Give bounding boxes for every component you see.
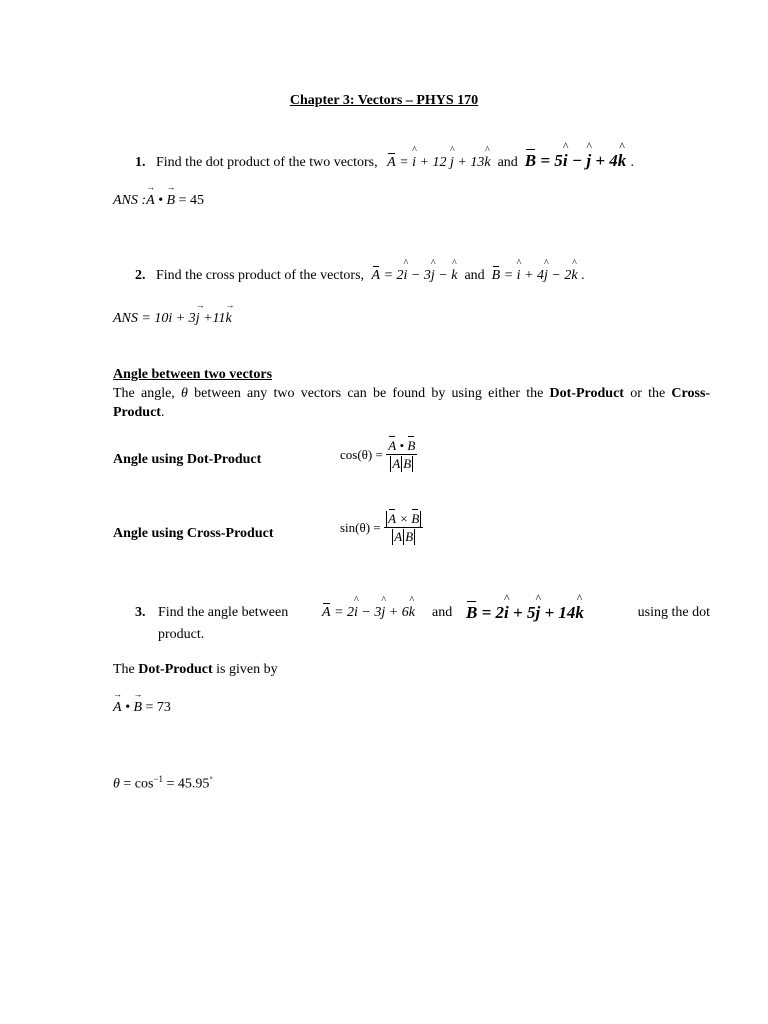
intro-pre: The angle, bbox=[113, 386, 175, 401]
question-text: Find the angle between bbox=[158, 605, 289, 620]
question-number: 1. bbox=[135, 155, 146, 170]
question-2: 2. Find the cross product of the vectors, A = 2^ i − 3^ j − ^ k and B = ^ i + 4^ j − 2^ k . bbox=[135, 268, 585, 284]
using-text: using the dot bbox=[637, 605, 710, 620]
solution-post: is given by bbox=[216, 662, 278, 677]
question-1: 1. Find the dot product of the two vectors, A = ^ i + 12 ^ j + 13^ k and B = 5^ i − ^ j + 4^ k . bbox=[135, 151, 634, 171]
solution-pre: The bbox=[113, 662, 135, 677]
cross-fraction: $\frac{A \times B}{\text{A B}}$ bbox=[384, 511, 423, 545]
and-word: and bbox=[464, 268, 485, 283]
section-intro bbox=[113, 384, 710, 422]
cos-lhs: cos(θ) = bbox=[340, 447, 383, 462]
dot-result: → A • → B = 73 bbox=[113, 700, 171, 716]
vector-a-expression: A = 2^ i − 3^ j − ^ k bbox=[372, 268, 461, 283]
question-3 bbox=[135, 605, 710, 621]
dot-formula bbox=[340, 438, 417, 472]
dot-product-term: Dot-Product bbox=[549, 386, 624, 401]
question-number: 2. bbox=[135, 268, 146, 283]
question-number: 3. bbox=[135, 605, 146, 620]
dot-formula-label: Angle using Dot-Product bbox=[113, 452, 262, 467]
answer-1: ANS :→ A • → B = 45 bbox=[113, 193, 204, 209]
and-word: and bbox=[497, 155, 518, 170]
intro-mid: between any two vectors can be found by using either the bbox=[194, 386, 544, 401]
cross-product-term: Cross-Product bbox=[113, 386, 711, 420]
cross-formula bbox=[340, 511, 423, 545]
question-3-line2: product. bbox=[158, 627, 205, 642]
vector-a-expression: A = ^ i + 12 ^ j + 13^ k bbox=[387, 155, 494, 170]
answer-2: ANS = 10i + 3→ j +11→ k bbox=[113, 311, 232, 327]
section-heading: Angle between two vectors bbox=[113, 367, 273, 382]
page-title: Chapter 3: Vectors – PHYS 170 bbox=[289, 93, 479, 108]
vector-b-expression: B = 2^ i + 5^ j + 14^ k bbox=[466, 603, 584, 623]
question-text: Find the cross product of the vectors, bbox=[156, 268, 365, 283]
dot-fraction: $\frac{A • B}{\text{A B}}$ bbox=[388, 438, 416, 471]
solution-intro bbox=[113, 662, 278, 678]
vector-a-expression: A = 2^ i − 3^ j + 6^ k bbox=[322, 605, 415, 621]
sin-lhs: sin(θ) = bbox=[340, 520, 381, 535]
question-text: Find the dot product of the two vectors, bbox=[156, 155, 378, 170]
intro-or: or the bbox=[630, 386, 666, 401]
vector-b-expression: B = 5^ i − ^ j + 4^ k bbox=[525, 151, 631, 170]
intro-period: . bbox=[160, 405, 165, 420]
theta-symbol: θ bbox=[181, 386, 188, 401]
cross-formula-label: Angle using Cross-Product bbox=[113, 526, 274, 541]
vector-b-expression: B = ^ i + 4^ j − 2^ k bbox=[492, 268, 581, 283]
and-word: and bbox=[432, 605, 453, 620]
theta-result: $\theta = \cos^{-1} = 45.95^\circ$ bbox=[113, 774, 213, 792]
solution-bold: Dot-Product bbox=[138, 662, 213, 677]
